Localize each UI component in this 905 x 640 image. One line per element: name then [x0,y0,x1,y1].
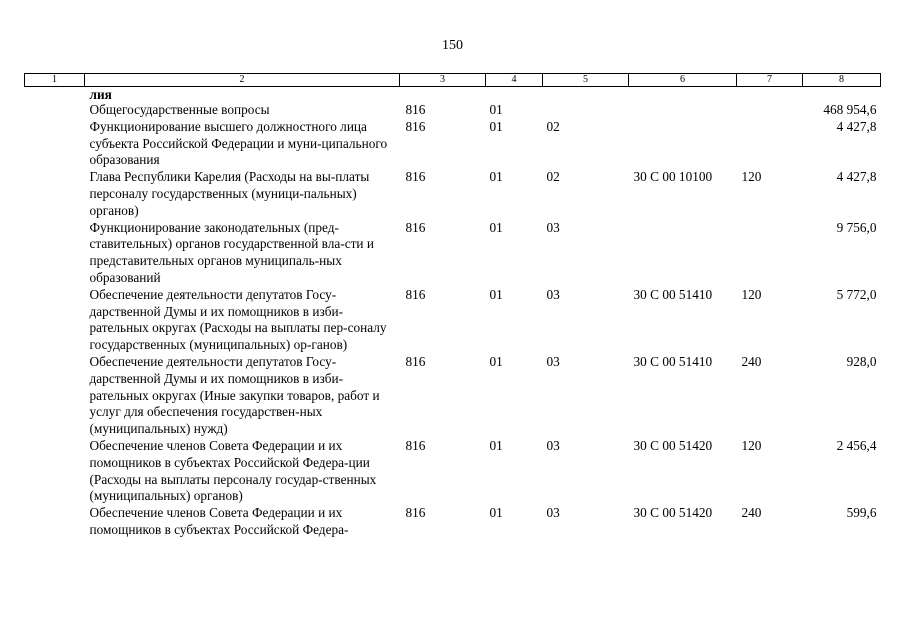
expense-type-code: 120 [741,437,762,453]
ministry-code: 816 [405,505,426,521]
row-description: Обеспечение членов Совета Федерации и их помощников в субъектах Российской Федера- [89,505,349,537]
ministry-code: 816 [405,219,426,235]
empty-cell [25,438,85,505]
section-code: 01 [489,286,503,302]
expense-type-code: 120 [741,169,762,185]
header-cell: 5 [543,74,629,87]
header-cell: 4 [486,74,543,87]
empty-cell [25,119,85,169]
ministry-code: 816 [405,353,426,369]
table-row [25,119,881,169]
row-description: Обеспечение деятельности депутатов Госу-дарственной Думы и их помощников в изби-рательных округах (Расходы на выплаты пер-соналу государственных (муниципальных) ор-ганов) [89,286,387,353]
expense-type-code: 240 [741,505,762,521]
amount-value: 5 772,0 [836,286,877,302]
subsection-code: 03 [546,219,560,235]
empty-cell [25,287,85,354]
section-code: 01 [489,353,503,369]
table-row [25,287,881,354]
target-article-code: 30 С 00 51410 [633,286,713,302]
expense-type-code: 240 [741,353,762,369]
ministry-code: 816 [405,118,426,134]
header-cell: 3 [400,74,486,87]
continued-text: лия [89,87,112,102]
empty-cell [25,220,85,287]
section-code: 01 [489,118,503,134]
ministry-code: 816 [405,169,426,185]
expense-type-code [737,220,803,287]
empty-cell [25,169,85,219]
empty-cell [25,102,85,119]
target-article-code [629,220,737,287]
amount-value: 2 456,4 [836,437,877,453]
column-number-header [25,74,881,87]
ministry-code: 816 [405,102,426,117]
row-description: Функционирование высшего должностного лица субъекта Российской Федерации и муни-ципального образования [89,118,388,168]
subsection-code: 03 [546,286,560,302]
empty-cell [25,354,85,438]
amount-value: 599,6 [846,505,877,521]
target-article-code: 30 С 00 51420 [633,505,713,521]
target-article-code: 30 С 00 51420 [633,437,713,453]
table-row [25,505,881,539]
amount-value: 928,0 [846,353,877,369]
table-row [25,169,881,219]
section-code: 01 [489,437,503,453]
row-description: Глава Республики Карелия (Расходы на вы-платы персоналу государственных (муници-пальных) органов) [89,169,370,218]
target-article-code [629,102,737,119]
header-cell: 6 [629,74,737,87]
section-code: 01 [489,102,503,117]
section-code: 01 [489,505,503,521]
amount-value: 468 954,6 [823,102,877,117]
row-description: Общегосударственные вопросы [89,102,270,117]
header-cell: 2 [85,74,400,87]
ministry-code: 816 [405,437,426,453]
amount-value: 4 427,8 [836,118,877,134]
table-row [25,354,881,438]
budget-table [24,73,881,539]
target-article-code: 30 С 00 51410 [633,353,713,369]
table-row [25,220,881,287]
section-code: 01 [489,219,503,235]
header-cell: 8 [803,74,881,87]
subsection-code [543,102,629,119]
table-row [25,438,881,505]
amount-value: 4 427,8 [836,169,877,185]
expense-type-code: 120 [741,286,762,302]
page-number: 150 [442,38,463,53]
target-article-code [629,119,737,169]
target-article-code: 30 С 00 10100 [633,169,713,185]
ministry-code: 816 [405,286,426,302]
row-description: Обеспечение деятельности депутатов Госу-дарственной Думы и их помощников в изби-рательных округах (Иные закупки товаров, работ и услуг для обеспечения государствен-ных (муниципальных) нужд) [89,353,380,437]
subsection-code: 03 [546,353,560,369]
row-description: Функционирование законодательных (пред-ставительных) органов государственной вла-сти и представительных органов муниципаль-ных образований [89,219,374,285]
amount-value: 9 756,0 [836,219,877,235]
lead-row [25,87,881,103]
table-row [25,102,881,119]
section-code: 01 [489,169,503,185]
subsection-code: 02 [546,118,560,134]
header-cell: 1 [25,74,85,87]
subsection-code: 03 [546,437,560,453]
expense-type-code [737,119,803,169]
subsection-code: 02 [546,169,560,185]
row-description: Обеспечение членов Совета Федерации и их помощников в субъектах Российской Федера-ции (Расходы на выплаты персоналу государ-ственных (муниципальных) органов) [89,437,377,504]
header-cell: 7 [737,74,803,87]
expense-type-code [737,102,803,119]
empty-cell [25,505,85,539]
subsection-code: 03 [546,505,560,521]
